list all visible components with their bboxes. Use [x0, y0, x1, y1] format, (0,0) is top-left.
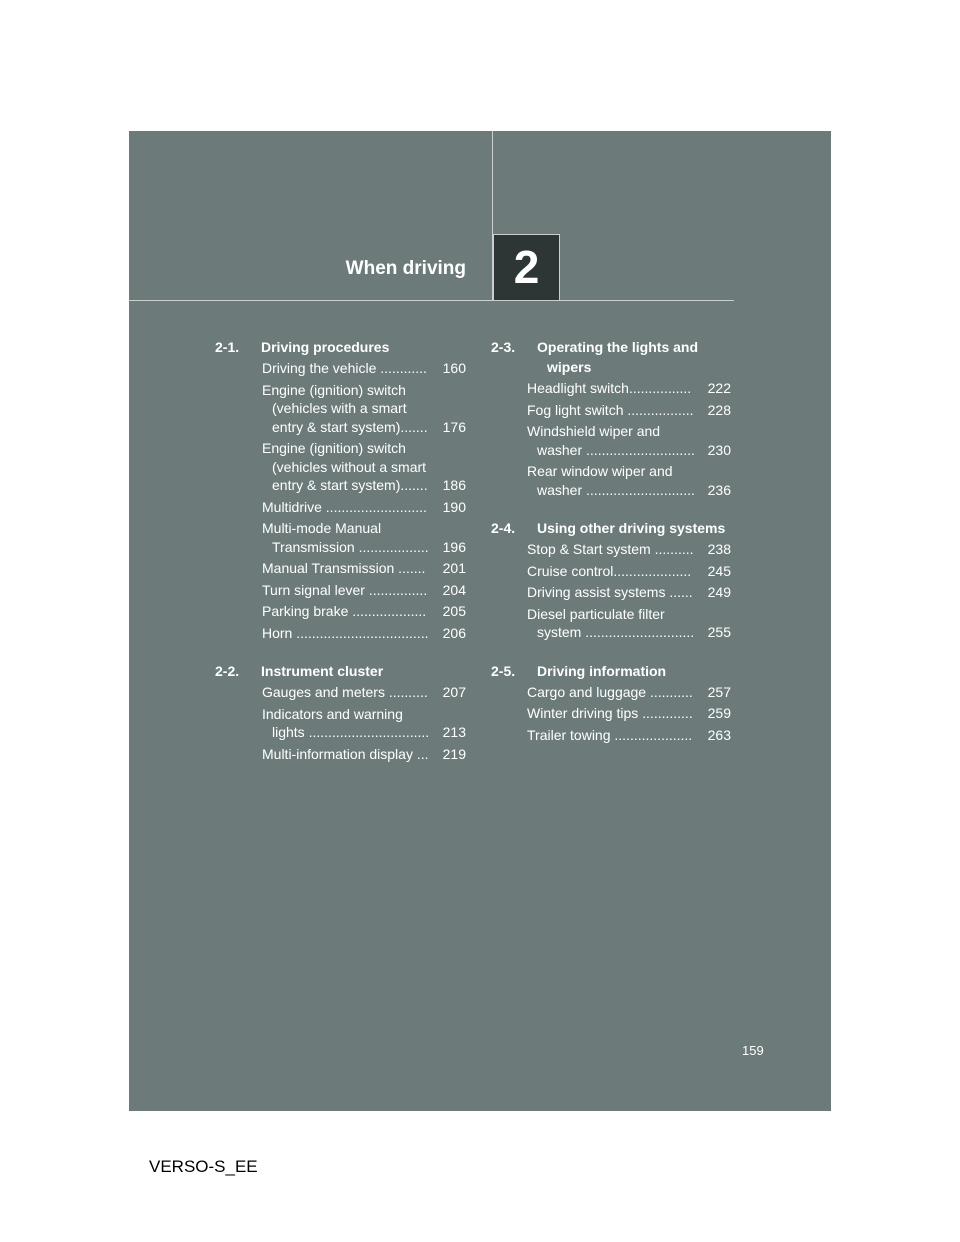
toc-entry[interactable]: [527, 422, 731, 459]
entry-page-number: 207: [442, 684, 466, 700]
entry-page-number: 259: [707, 705, 731, 721]
section-title: Instrument cluster: [261, 663, 384, 679]
header-horizontal-rule: [129, 300, 734, 301]
toc-entry[interactable]: [262, 683, 466, 702]
toc-entry[interactable]: [262, 498, 466, 517]
toc-entry[interactable]: [527, 704, 731, 723]
chapter-number-box: 2: [493, 234, 560, 301]
entry-title: Turn signal lever ...............: [262, 581, 428, 598]
entry-page-number: 228: [707, 401, 731, 418]
toc-entry[interactable]: [527, 562, 731, 581]
toc-entry[interactable]: [262, 359, 466, 378]
entry-page-number: 245: [707, 562, 731, 579]
entry-page-number: 176: [442, 418, 466, 435]
entry-title: Windshield wiper and washer ............................: [527, 423, 695, 458]
toc-section: [491, 661, 731, 745]
entry-title: Fog light switch .................: [527, 401, 694, 418]
toc-entry[interactable]: [527, 379, 731, 398]
section-heading[interactable]: [215, 337, 466, 357]
section-title: Driving information: [537, 662, 667, 679]
toc-entry[interactable]: [262, 745, 466, 764]
section-title: Operating the lights and wipers: [537, 339, 699, 375]
entry-title: Stop & Start system ..........: [527, 541, 694, 557]
entry-title: Trailer towing ....................: [527, 726, 693, 743]
section-number: 2-5.: [491, 662, 516, 679]
toc-section: [491, 337, 731, 499]
toc-right-column: [491, 337, 731, 763]
entry-title: Multi-information display ...: [262, 745, 429, 762]
entry-title: Engine (ignition) switch (vehicles without a smart entry & start system).......: [262, 440, 428, 493]
entry-title: Winter driving tips .............: [527, 705, 693, 721]
entry-title: Diesel particulate filter system ............................: [527, 605, 695, 640]
entry-title: Driving the vehicle ............: [262, 360, 427, 376]
entry-title: Gauges and meters ..........: [262, 684, 428, 700]
toc-section: [215, 661, 466, 763]
entry-page-number: 186: [442, 477, 466, 493]
entry-list: [215, 359, 466, 642]
entry-title: Horn ..................................: [262, 624, 429, 641]
section-number: 2-2.: [215, 663, 240, 679]
entry-title: Multi-mode Manual Transmission ..................: [262, 520, 429, 555]
toc-left-column: [215, 337, 466, 782]
toc-entry[interactable]: [262, 705, 466, 742]
entry-page-number: 255: [707, 624, 731, 640]
toc-entry[interactable]: [262, 439, 466, 495]
toc-section: [215, 337, 466, 642]
entry-page-number: 219: [442, 745, 466, 762]
toc-entry[interactable]: [527, 605, 731, 642]
section-number: 2-4.: [491, 520, 516, 536]
section-heading[interactable]: [215, 661, 466, 681]
entry-page-number: 201: [442, 560, 466, 576]
entry-title: Engine (ignition) switch (vehicles with a smart entry & start system).......: [262, 381, 428, 435]
entry-page-number: 222: [707, 380, 731, 396]
entry-page-number: 263: [707, 726, 731, 743]
entry-title: Driving assist systems ......: [527, 584, 693, 600]
toc-entry[interactable]: [527, 401, 731, 420]
entry-title: Headlight switch................: [527, 380, 692, 396]
section-title: Driving procedures: [261, 339, 390, 355]
page-number: 159: [742, 1043, 764, 1058]
entry-page-number: 249: [707, 584, 731, 600]
entry-title: Indicators and warning lights ...............................: [262, 705, 430, 740]
entry-title: Rear window wiper and washer ............................: [527, 463, 695, 498]
section-heading[interactable]: [491, 518, 731, 538]
document-code: VERSO-S_EE: [149, 1157, 258, 1176]
entry-page-number: 257: [707, 683, 731, 700]
entry-page-number: 204: [442, 581, 466, 598]
entry-title: Manual Transmission .......: [262, 560, 426, 576]
entry-page-number: 190: [442, 498, 466, 515]
entry-list: [491, 683, 731, 745]
entry-title: Cruise control....................: [527, 562, 692, 579]
entry-page-number: 213: [442, 724, 466, 740]
toc-entry[interactable]: [262, 581, 466, 600]
entry-list: [491, 379, 731, 499]
entry-page-number: 230: [707, 441, 731, 458]
toc-entry[interactable]: [262, 559, 466, 578]
toc-entry[interactable]: [262, 381, 466, 437]
toc-entry[interactable]: [527, 462, 731, 499]
entry-page-number: 206: [442, 624, 466, 641]
toc-section: [491, 518, 731, 642]
toc-entry[interactable]: [527, 726, 731, 745]
section-title: Using other driving systems: [537, 520, 726, 536]
toc-entry[interactable]: [527, 540, 731, 559]
toc-entry[interactable]: [527, 683, 731, 702]
toc-entry[interactable]: [262, 602, 466, 621]
entry-page-number: 205: [442, 603, 466, 619]
entry-page-number: 196: [442, 538, 466, 555]
entry-list: [491, 540, 731, 642]
entry-page-number: 236: [707, 481, 731, 498]
entry-list: [215, 683, 466, 763]
section-heading[interactable]: [491, 337, 731, 377]
section-number: 2-3.: [491, 339, 516, 355]
entry-page-number: 160: [442, 360, 466, 376]
toc-entry[interactable]: [527, 583, 731, 602]
section-number: 2-1.: [215, 339, 240, 355]
section-heading[interactable]: [491, 661, 731, 681]
entry-title: Cargo and luggage ...........: [527, 683, 693, 700]
chapter-title: When driving: [345, 258, 466, 279]
toc-entry[interactable]: [262, 519, 466, 556]
entry-title: Multidrive ..........................: [262, 498, 427, 515]
entry-title: Parking brake ...................: [262, 603, 427, 619]
toc-entry[interactable]: [262, 624, 466, 643]
entry-page-number: 238: [707, 541, 731, 557]
